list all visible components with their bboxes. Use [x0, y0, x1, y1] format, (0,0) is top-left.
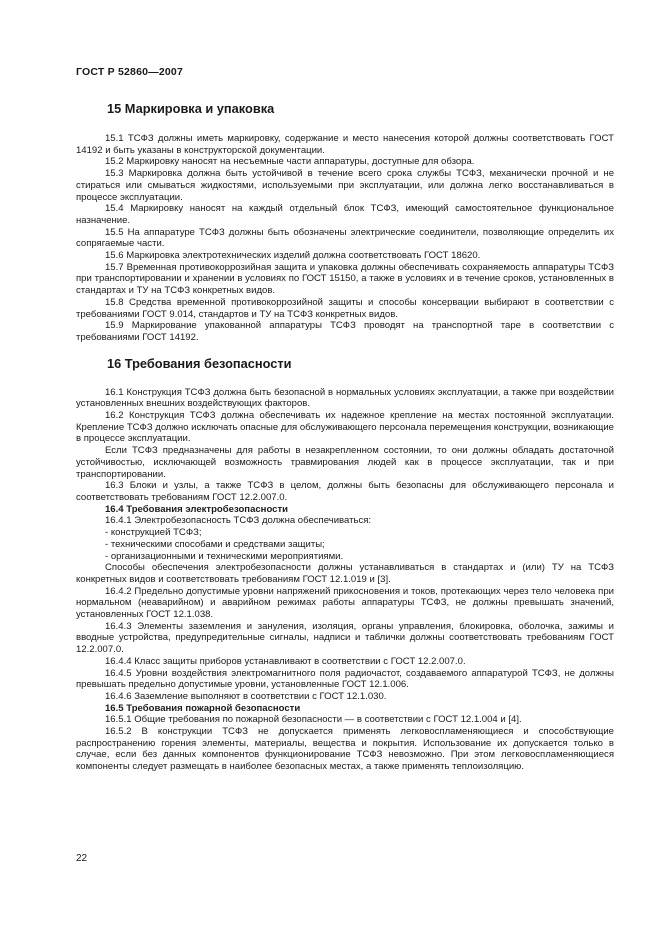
section-15-body — [76, 133, 614, 344]
paragraph-15-7: 15.7 Временная противокоррозийная защита и упаковка должны обеспечивать сохраняемость аппаратуры ТСФЗ при транспортировании и хранении в условиях по ГОСТ 15150, а также в условиях и в течение сроков, установленных в стандартах и ТУ на ТСФЗ конкретных видов. — [76, 261, 614, 297]
paragraph-15-8: 15.8 Средства временной противокоррозийной защиты и способы консервации выбирают в соответствии с требованиями ГОСТ 9.014, стандартов и ТУ на ТСФЗ конкретных видов. — [76, 296, 614, 320]
document-page — [76, 66, 614, 773]
paragraph-16-4-4: 16.4.4 Класс защиты приборов устанавливают в соответствии с ГОСТ 12.2.007.0. — [105, 655, 466, 667]
subsection-16-4-title: 16.4 Требования электробезопасности — [105, 503, 289, 515]
paragraph-16-3: 16.3 Блоки и узлы, а также ТСФЗ в целом, должны быть безопасны для обслуживающего персонала и соответствовать требованиям ГОСТ 12.2.007.0. — [76, 480, 614, 503]
section-15-title: 15 Маркировка и упаковка — [107, 101, 275, 116]
paragraph-15-1: 15.1 ТСФЗ должны иметь маркировку, содержание и место нанесения которой должны соответствовать ГОСТ 14192 и быть указаны в конструкторской документации. — [76, 133, 614, 156]
paragraph-15-4: 15.4 Маркировку наносят на каждый отдельный блок ТСФЗ, имеющий самостоятельное функциональное назначение. — [76, 203, 614, 226]
subsection-16-5-title: 16.5 Требования пожарной безопасности — [105, 702, 301, 714]
paragraph-16-4-2: 16.4.2 Предельно допустимые уровни напряжений прикосновения и токов, протекающих через тело человека при нормальном (неаварийном) и аварийном режимах работы аппаратуры ТСФЗ, не должны превышать значений, установленных ГОСТ 12.1.038. — [76, 585, 614, 621]
list-item: - конструкцией ТСФЗ; — [105, 527, 202, 539]
paragraph-16-4-5: 16.4.5 Уровни воздействия электромагнитного поля радиочастот, создаваемого аппаратурой ТСФЗ, не должны превышать предельно допустимые уровни, установленные ГОСТ 12.1.006. — [76, 667, 614, 691]
paragraph-16-1: 16.1 Конструкция ТСФЗ должна быть безопасной в нормальных условиях эксплуатации, а также при воздействии установленных внешних воздействующих факторов. — [76, 386, 614, 410]
paragraph-15-3: 15.3 Маркировка должна быть устойчивой в течение всего срока службы ТСФЗ, механически прочной и не стираться или смываться жидкостями, используемыми при эксплуатации, или должна легко восстанавливаться в процессе эксплуатации. — [76, 168, 614, 203]
list-item: - техническими способами и средствами защиты; — [105, 538, 325, 550]
paragraph-16-2: 16.2 Конструкция ТСФЗ должна обеспечивать их надежное крепление на местах постоянной эксплуатации. Крепление ТСФЗ должно исключать опасные для обслуживающего персонала перемещения конструкции, возникающие в процессе эксплуатации. — [76, 410, 614, 445]
paragraph-16-4-methods: Способы обеспечения электробезопасности должны устанавливаться в стандартах и (или) ТУ на ТСФЗ конкретных видов и соответствовать требованиям ГОСТ 12.1.019 и [3]. — [76, 562, 614, 585]
section-16-title: 16 Требования безопасности — [107, 355, 292, 371]
paragraph-16-5-1: 16.5.1 Общие требования по пожарной безопасности — в соответствии с ГОСТ 12.1.004 и [4]. — [105, 714, 522, 726]
paragraph-16-4-3: 16.4.3 Элементы заземления и зануления, изоляция, органы управления, блокировка, оболочка, зажимы и вводные устройства, предупредительные сигналы, надписи и таблички должны соответствовать требованиям ГОСТ 12.2.007.0. — [76, 620, 614, 656]
page-number: 22 — [76, 853, 88, 864]
paragraph-15-2: 15.2 Маркировку наносят на несъемные части аппаратуры, доступные для обзора. — [105, 156, 475, 168]
paragraph-15-5: 15.5 На аппаратуре ТСФЗ должны быть обозначены электрические соединители, позволяющие определить их сопрягаемые части. — [76, 226, 614, 250]
paragraph-16-2-unsecured: Если ТСФЗ предназначены для работы в незакрепленном состоянии, то они должны обладать достаточной устойчивостью, исключающей возможность травмирования людей как в процессе эксплуатации, так и при транспортировании. — [76, 445, 614, 480]
paragraph-16-4-6: 16.4.6 Заземление выполняют в соответствии с ГОСТ 12.1.030. — [105, 690, 387, 702]
paragraph-16-5-2: 16.5.2 В конструкции ТСФЗ не допускается применять легковоспламеняющиеся и способствующие распространению горения элементы, материалы, вещества и покрытия. Использование их допускается только в случае, если без данных компонентов функционирование ТСФЗ невозможно. При этом легковоспламеняющиеся компоненты следует размещать в наиболее безопасных местах, а также применять теплоизоляцию. — [76, 726, 614, 773]
paragraph-16-4-1: 16.4.1 Электробезопасность ТСФЗ должна обеспечиваться: — [105, 515, 372, 527]
document-header: ГОСТ Р 52860—2007 — [76, 66, 184, 78]
list-item: - организационными и техническими мероприятиями. — [105, 550, 344, 562]
paragraph-15-9: 15.9 Маркирование упакованной аппаратуры ТСФЗ проводят на транспортной таре в соответствии с требованиями ГОСТ 14192. — [76, 320, 614, 343]
paragraph-15-6: 15.6 Маркировка электротехнических изделий должна соответствовать ГОСТ 18620. — [105, 250, 481, 262]
section-16-body — [76, 387, 614, 773]
